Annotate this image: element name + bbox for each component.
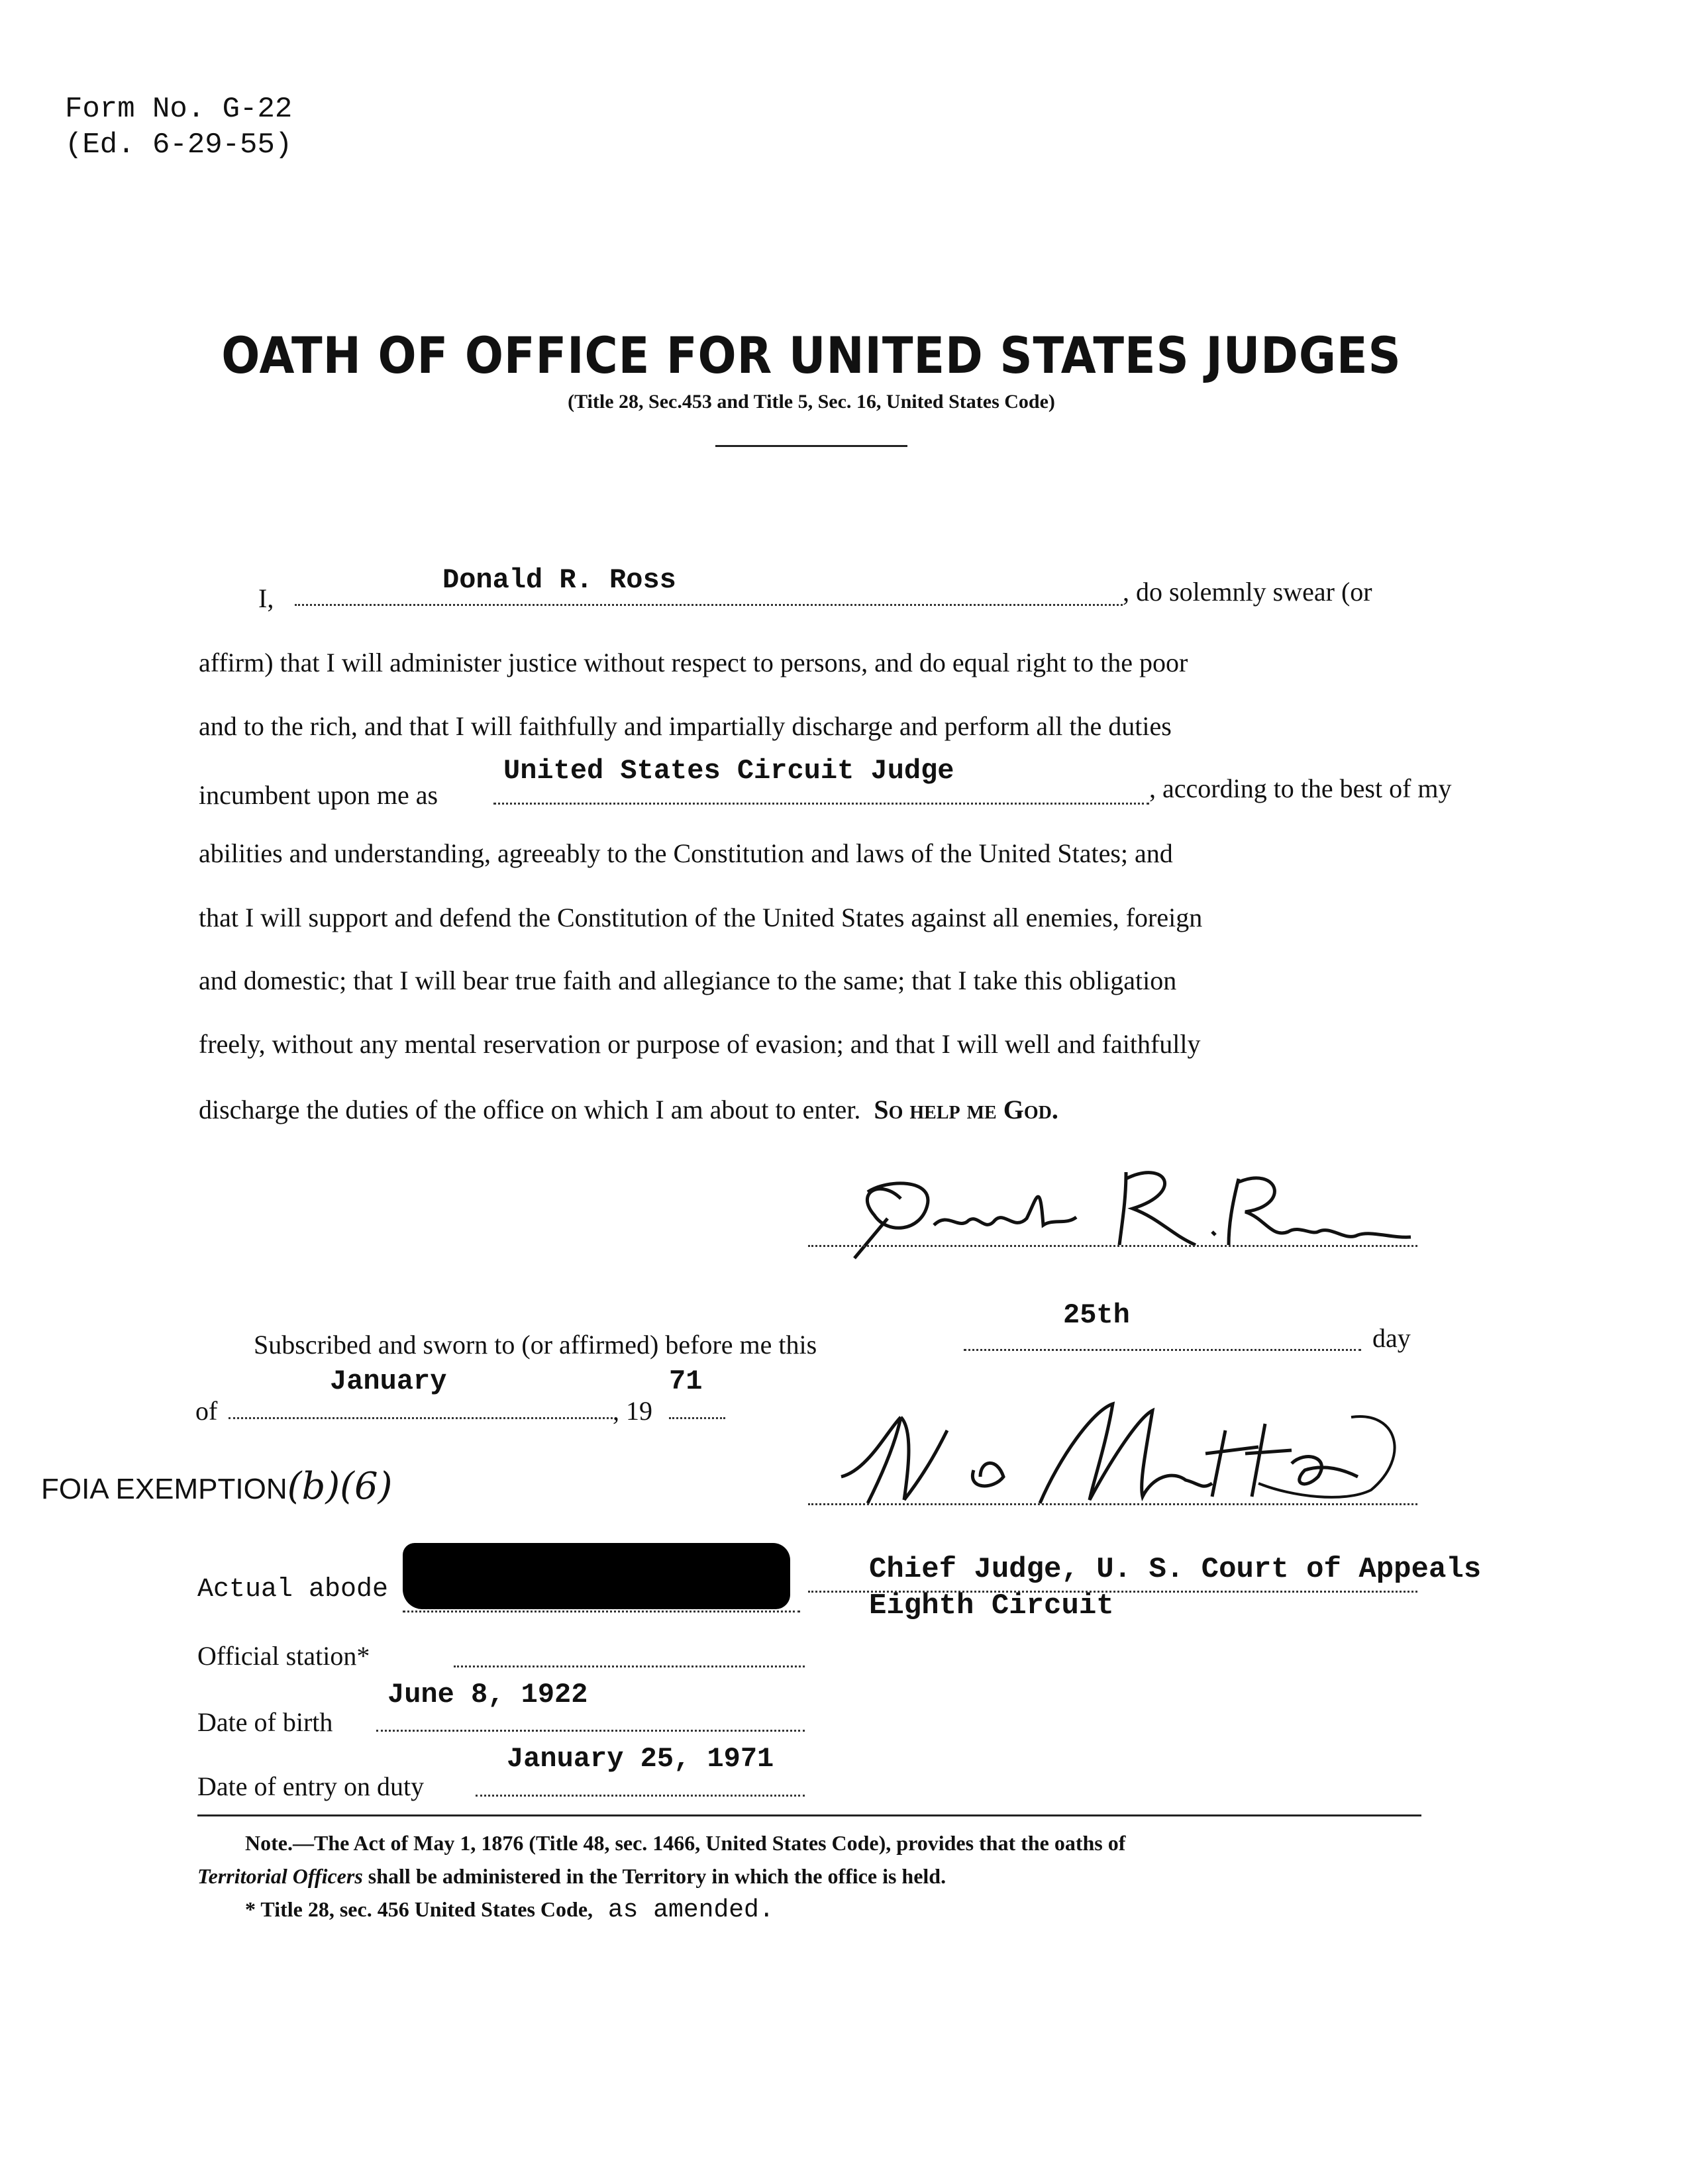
sworn-year: 71 — [669, 1365, 703, 1397]
form-number — [65, 91, 292, 163]
abode-line — [403, 1611, 800, 1613]
oath-line8: freely, without any mental reservation or purpose of evasion; and that I will well and faithfully — [199, 1029, 1201, 1059]
entry-label: Date of entry on duty — [197, 1771, 425, 1801]
oath-line1-suffix: , do solemnly swear (or — [1123, 577, 1372, 607]
oath-line3: and to the rich, and that I will faithfully and impartially discharge and perform all the duties — [199, 711, 1172, 741]
sworn-year-prefix: , 19 — [613, 1396, 652, 1426]
title-divider — [715, 445, 907, 447]
footnote — [245, 1896, 774, 1924]
entry-line — [476, 1795, 805, 1797]
oath-line7: and domestic; that I will bear true faith and allegiance to the same; that I take this obligation — [199, 966, 1177, 995]
month-line — [229, 1417, 613, 1419]
office-line — [493, 803, 1149, 805]
note-line1: Note.—The Act of May 1, 1876 (Title 48, sec. 1466, United States Code), provides that the oaths of — [245, 1831, 1126, 1855]
footnote-text: * Title 28, sec. 456 United States Code, — [245, 1897, 593, 1921]
day-line — [964, 1349, 1361, 1351]
oath-line2: affirm) that I will administer justice without respect to persons, and do equal right to the poor — [199, 648, 1188, 677]
note-divider — [197, 1814, 1421, 1816]
note-line2-rest: shall be administered in the Territory in which the office is held. — [362, 1864, 947, 1888]
sworn-day: 25th — [1063, 1299, 1130, 1331]
administering-signature-line — [808, 1503, 1417, 1505]
sworn-of-label: of — [195, 1396, 218, 1426]
oath-line5: abilities and understanding, agreeably to the Constitution and laws of the United States; and — [199, 838, 1173, 868]
birth-label: Date of birth — [197, 1707, 333, 1737]
year-line — [669, 1417, 725, 1419]
oath-line9-text: discharge the duties of the office on which I am about to enter. — [199, 1095, 861, 1124]
entry-value: January 25, 1971 — [507, 1743, 774, 1775]
sworn-month: January — [330, 1365, 447, 1397]
oath-line9 — [199, 1094, 1058, 1125]
foia-exemption — [41, 1465, 393, 1508]
note-italic: Territorial Officers — [197, 1864, 363, 1888]
oath-line4-prefix: incumbent upon me as — [199, 780, 438, 810]
oath-name: Donald R. Ross — [442, 564, 676, 596]
administrator-title-line1: Chief Judge, U. S. Court of Appeals — [869, 1553, 1482, 1586]
oath-office: United States Circuit Judge — [503, 755, 954, 787]
oath-prefix: I, — [258, 583, 274, 613]
name-line — [295, 604, 1123, 606]
foia-code: (b)(6) — [287, 1465, 393, 1508]
oath-line6: that I will support and defend the Constitution of the United States against all enemies, foreign — [199, 903, 1203, 932]
judge-signature — [815, 1152, 1424, 1265]
station-label: Official station* — [197, 1641, 370, 1671]
abode-label: Actual abode — [197, 1575, 389, 1605]
abode-redaction — [403, 1543, 790, 1609]
oath-closing: So help me God. — [874, 1095, 1058, 1124]
foia-label: FOIA EXEMPTION — [41, 1473, 287, 1505]
administrator-title-line2: Eighth Circuit — [869, 1589, 1114, 1622]
form-edition: (Ed. 6-29-55) — [65, 128, 293, 162]
sworn-text: Subscribed and sworn to (or affirmed) before me this — [254, 1330, 817, 1360]
page-title: OATH OF OFFICE FOR UNITED STATES JUDGES — [221, 326, 1402, 385]
station-line — [454, 1665, 805, 1667]
form-number-text: Form No. G-22 — [65, 93, 293, 126]
oath-line4-suffix: , according to the best of my — [1149, 773, 1452, 803]
page-subtitle: (Title 28, Sec.453 and Title 5, Sec. 16, United States Code) — [568, 391, 1055, 413]
birth-value: June 8, 1922 — [387, 1679, 588, 1711]
administering-signature — [828, 1391, 1424, 1516]
note-line2 — [197, 1864, 946, 1889]
judge-signature-line — [808, 1245, 1417, 1247]
footnote-suffix: as amended. — [593, 1896, 774, 1924]
sworn-day-label: day — [1372, 1323, 1411, 1353]
birth-line — [376, 1730, 805, 1732]
